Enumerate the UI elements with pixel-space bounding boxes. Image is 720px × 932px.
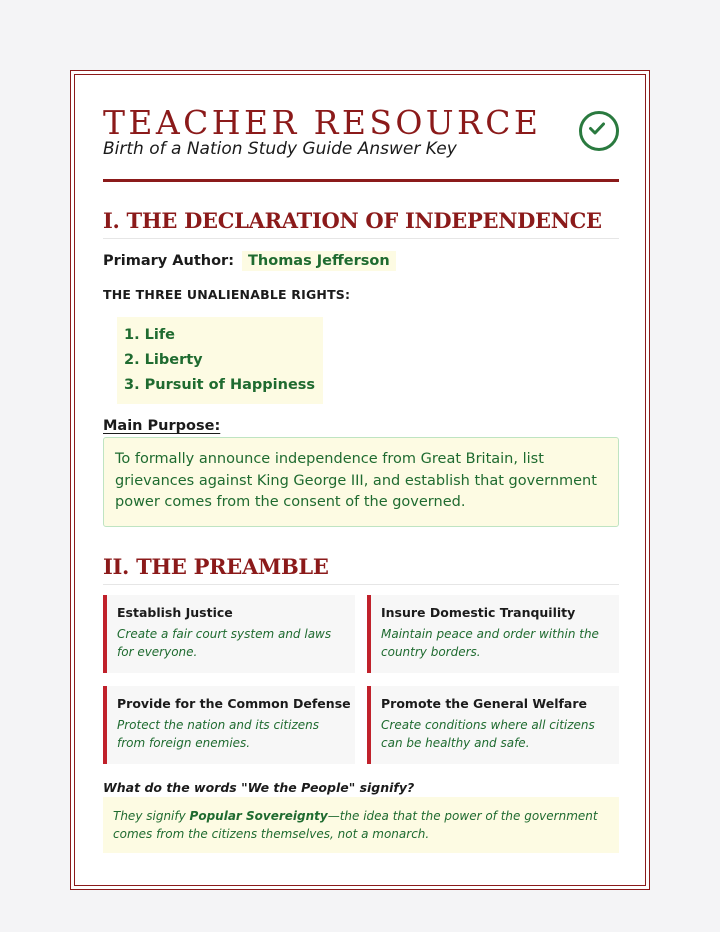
page-title: TEACHER RESOURCE [103, 103, 542, 142]
preamble-goal-card [367, 595, 619, 673]
answer-text-rest: —the idea that the power of the government comes from the citizens themselves, not a monarch. [113, 809, 598, 841]
goal-description: Protect the nation and its citizens from foreign enemies. [117, 718, 319, 750]
check-circle-icon [579, 111, 619, 151]
section-preamble-title: II. THE PREAMBLE [103, 554, 619, 585]
rights-heading: THE THREE UNALIENABLE RIGHTS: [103, 287, 351, 302]
preamble-goal-card [103, 686, 355, 764]
page-content [103, 71, 619, 841]
goal-description: Create a fair court system and laws for everyone. [117, 627, 332, 659]
goal-description: Maintain peace and order within the country borders. [381, 627, 599, 659]
goal-title: Insure Domestic Tranquility [381, 605, 576, 620]
primary-author-label: Primary Author: [103, 253, 235, 269]
main-purpose-label: Main Purpose: [103, 418, 221, 434]
goal-title: Provide for the Common Defense [117, 696, 351, 711]
we-the-people-answer [103, 797, 619, 853]
goal-title: Establish Justice [117, 605, 233, 620]
we-the-people-question: What do the words "We the People" signify? [103, 780, 415, 795]
main-purpose-answer: To formally announce independence from Great Britain, list grievances against King George III, and establish that government power comes from the consent of the governed. [103, 437, 619, 527]
primary-author-row [103, 251, 396, 271]
primary-author-answer: Thomas Jefferson [242, 251, 396, 271]
preamble-goal-card [367, 686, 619, 764]
preamble-goal-card [103, 595, 355, 673]
goal-description: Create conditions where all citizens can be healthy and safe. [381, 718, 595, 750]
answer-text-intro: They signify [113, 809, 190, 823]
rights-list-item: 1. Life [124, 327, 175, 343]
section-declaration-title: I. THE DECLARATION OF INDEPENDENCE [103, 208, 619, 239]
rights-list-item: 3. Pursuit of Happiness [124, 377, 316, 393]
answer-key-page [70, 70, 650, 890]
answer-key-term: Popular Sovereignty [189, 809, 328, 823]
rights-list [117, 317, 323, 404]
goal-title: Promote the General Welfare [381, 696, 588, 711]
rights-list-item: 2. Liberty [124, 352, 203, 368]
preamble-goals-grid [103, 595, 619, 764]
page-subtitle: Birth of a Nation Study Guide Answer Key [103, 139, 457, 159]
page-header [103, 71, 619, 182]
